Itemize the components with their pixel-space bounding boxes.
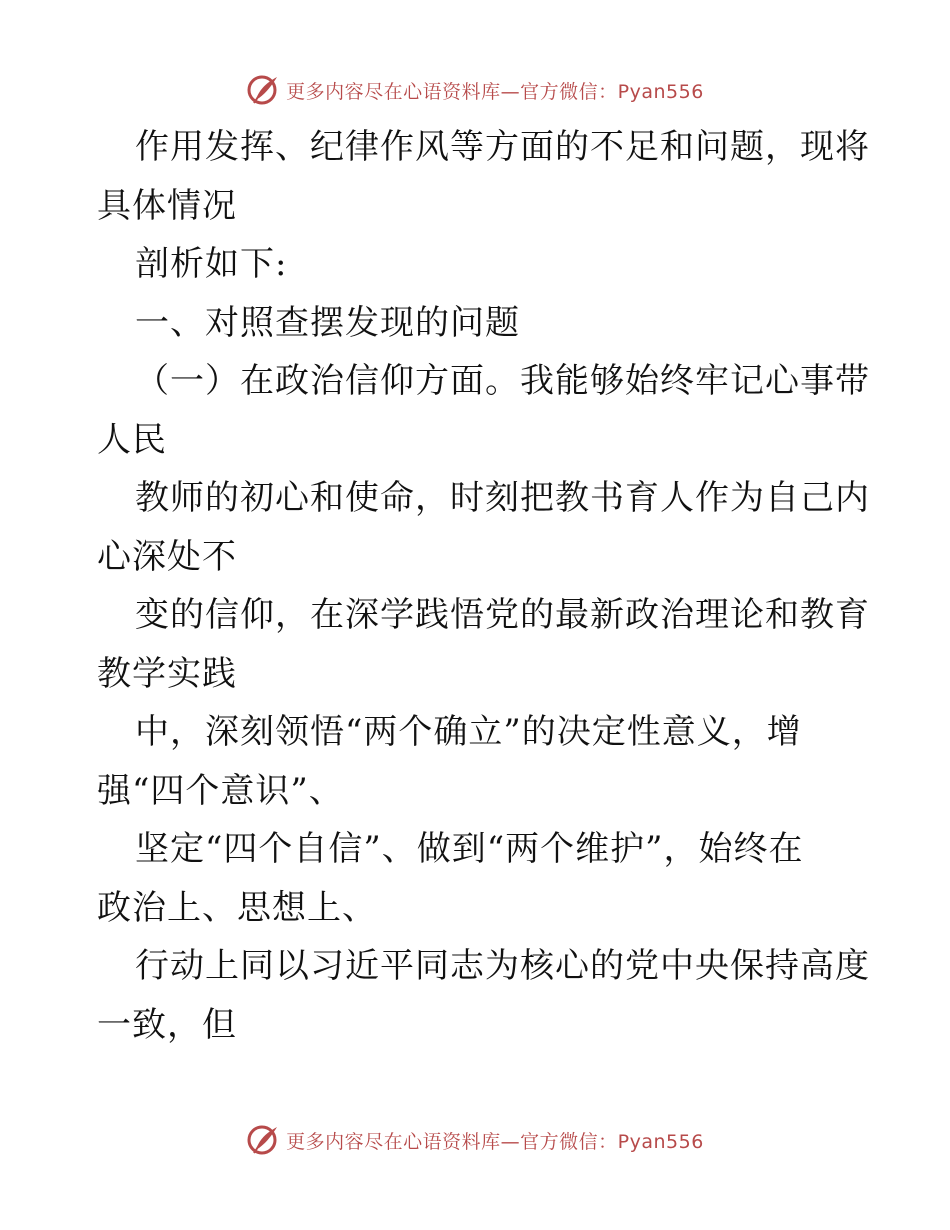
feather-pen-logo-icon	[246, 1123, 280, 1157]
text-line: 教学实践	[97, 653, 237, 694]
text-line: （一）在政治信仰方面。我能够始终牢记心事带	[135, 361, 870, 401]
text-line: 具体情况	[97, 185, 237, 226]
text-line: 人民	[97, 419, 167, 460]
feather-pen-logo-icon	[246, 73, 280, 107]
text-line: 剖析如下:	[135, 244, 288, 284]
text-line: 心深处不	[97, 536, 237, 577]
text-line: 政治上、思想上、	[97, 887, 377, 928]
text-line: 一致，但	[97, 1004, 237, 1045]
text-line: 教师的初心和使命，时刻把教书育人作为自己内	[135, 478, 870, 518]
text-line: 中，深刻领悟“两个确立”的决定性意义，增	[135, 712, 802, 752]
watermark-text: 更多内容尽在心语资料库—官方微信：Pyan556	[286, 80, 704, 103]
document-body	[97, 118, 870, 1054]
text-line: 行动上同以习近平同志为核心的党中央保持高度	[135, 946, 870, 986]
text-line: 作用发挥、纪律作风等方面的不足和问题，现将	[135, 127, 870, 167]
text-line: 一、对照查摆发现的问题	[135, 302, 520, 343]
text-line: 坚定“四个自信”、做到“两个维护”，始终在	[135, 829, 804, 869]
text-line: 强“四个意识”、	[97, 770, 344, 811]
watermark-text: 更多内容尽在心语资料库—官方微信：Pyan556	[286, 1130, 704, 1153]
footer-watermark	[0, 1122, 950, 1158]
header-watermark	[0, 72, 950, 108]
text-line: 变的信仰，在深学践悟党的最新政治理论和教育	[135, 595, 870, 635]
